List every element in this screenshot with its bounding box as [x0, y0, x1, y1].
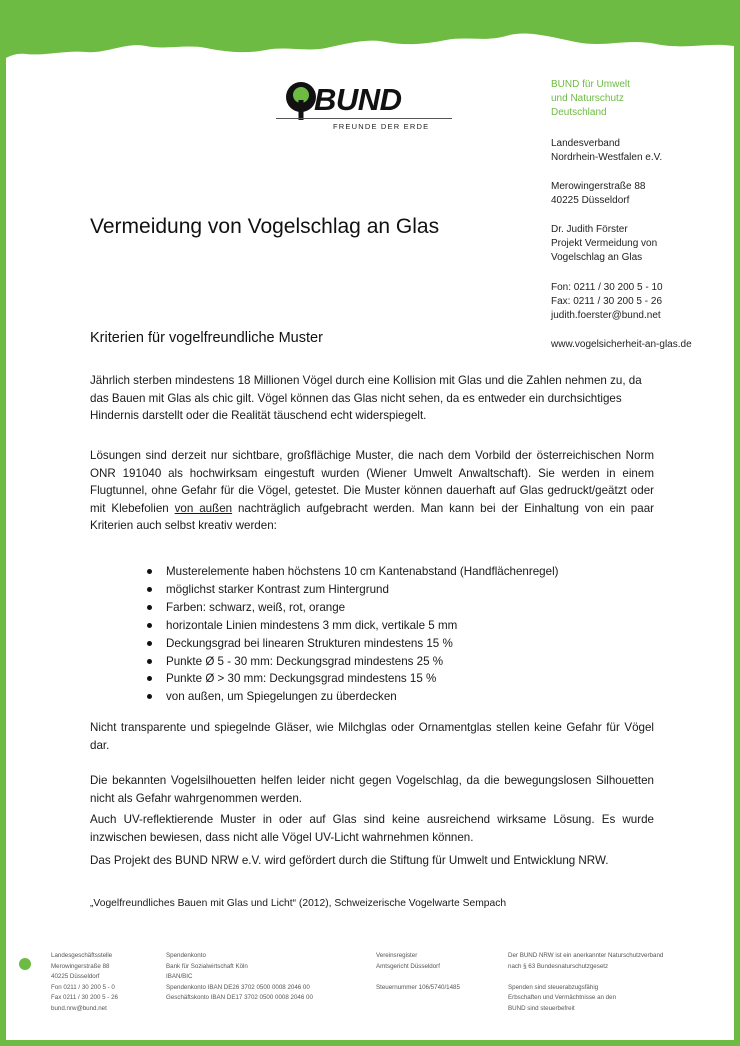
section-heading: Kriterien für vogelfreundliche Muster [90, 330, 323, 346]
intro-text: Jährlich sterben mindestens 18 Millionen Vögel durch eine Kollision mit Glas und die Zahlen nehmen zu, da das Bauen mit Glas als chic gilt. Vögel können das Glas nicht sehen, da es entweder ein durchsichtiges Hindernis darstellt oder die Realität täuschend echt widerspiegelt. [90, 374, 642, 422]
uv-paragraph [90, 811, 654, 846]
solutions-emphasis: von außen [174, 501, 233, 515]
footer-line: Der BUND NRW ist ein anerkannter Naturschutzverband [508, 952, 664, 959]
footer-line: Steuernummer 106/5740/1485 [376, 983, 460, 991]
footer-line: Landesgeschäftsstelle [51, 952, 113, 959]
footer-line: bund.nrw@bund.net [51, 1004, 107, 1012]
fax-number: Fax: 0211 / 30 200 5 - 26 [551, 296, 663, 307]
footer-line: Fon 0211 / 30 200 5 - 0 [51, 983, 115, 991]
solutions-text [90, 447, 654, 535]
funding-paragraph [90, 852, 654, 870]
branch-line: Landesverband [551, 138, 620, 149]
contact-line: Dr. Judith Förster [551, 224, 628, 235]
glass-paragraph [90, 719, 654, 754]
website-link[interactable]: www.vogelsicherheit-an-glas.de [551, 339, 692, 350]
logo-rule [276, 118, 452, 119]
silhouettes-text: Die bekannten Vogelsilhouetten helfen leider nicht gegen Vogelschlag, da die bewegungslosen Silhouetten nicht als Gefahr wahrgenommen werden. [90, 774, 654, 805]
footer-green-dot [19, 958, 31, 970]
footer-line: Spendenkonto IBAN DE26 3702 0500 0008 2046 00 [166, 983, 310, 991]
footer-line: 40225 Düsseldorf [51, 973, 100, 981]
sender-web [551, 338, 692, 352]
footer-line: Amtsgericht Düsseldorf [376, 962, 440, 970]
footer-line: Spenden sind steuerabzugsfähig [508, 983, 599, 991]
footer-col-office [51, 951, 118, 1015]
criteria-list [146, 563, 559, 706]
sender-branch [551, 137, 662, 165]
list-item: Farben: schwarz, weiß, rot, orange [146, 599, 559, 617]
list-item: von außen, um Spiegelungen zu überdecken [146, 688, 559, 706]
branch-line: Nordrhein-Westfalen e.V. [551, 152, 663, 163]
footer-line: Fax 0211 / 30 200 5 - 26 [51, 994, 118, 1002]
address-line: 40225 Düsseldorf [551, 195, 630, 206]
footer-spacer [376, 972, 460, 983]
silhouettes-paragraph [90, 772, 654, 807]
source-citation [90, 895, 654, 913]
footer-line: Merowingerstraße 88 [51, 962, 110, 970]
intro-paragraph [90, 372, 654, 425]
footer-line: IBAN/BIC [166, 973, 193, 981]
sender-organization [551, 78, 630, 120]
letter-page [6, 6, 734, 1040]
list-item: Musterelemente haben höchstens 10 cm Kantenabstand (Handflächenregel) [146, 563, 559, 581]
footer-col-notes [508, 951, 663, 1015]
logo-wordmark: BUND [314, 82, 402, 117]
list-item: möglichst starker Kontrast zum Hintergrund [146, 581, 559, 599]
footer-spacer [508, 972, 663, 983]
contact-line: Vogelschlag an Glas [551, 252, 643, 263]
address-line: Merowingerstraße 88 [551, 181, 646, 192]
org-line: BUND für Umwelt [551, 79, 630, 90]
footer-line: Erbschaften und Vermächtnisse an den [508, 994, 617, 1002]
list-item: Punkte Ø 5 - 30 mm: Deckungsgrad mindestens 25 % [146, 653, 559, 671]
source-text: „Vogelfreundliches Bauen mit Glas und Licht“ (2012), Schweizerische Vogelwarte Sempach [90, 898, 507, 909]
footer-line: Geschäftskonto IBAN DE17 3702 0500 0008 2046 00 [166, 994, 313, 1002]
solutions-text-start: Lösungen sind derzeit nur sichtbare, großflächige Muster, die nach dem Vorbild der österreichischen Norm ONR 191040 als hochwirksam eingestuft wurden (Wiener Umwelt Anwaltschaft). Sie werden in einem Flugtunnel, ohne Gefahr für die Vögel, getestet. Die Muster können dauerhaft auf Glas gedruckt/geätzt oder mit Klebefolien [90, 449, 654, 515]
org-line: und Naturschutz [551, 93, 624, 104]
funding-text: Das Projekt des BUND NRW e.V. wird gefördert durch die Stiftung für Umwelt und Entwicklung NRW. [90, 854, 609, 867]
phone-number: Fon: 0211 / 30 200 5 - 10 [551, 282, 663, 293]
sender-phone-fax [551, 281, 663, 323]
footer-line: Vereinsregister [376, 952, 418, 959]
glass-text: Nicht transparente und spiegelnde Gläser, wie Milchglas oder Ornamentglas stellen keine Gefahr für Vögel dar. [90, 721, 654, 752]
torn-green-header [6, 6, 734, 86]
list-item: Punkte Ø > 30 mm: Deckungsgrad mindestens 15 % [146, 670, 559, 688]
org-line: Deutschland [551, 107, 607, 118]
solutions-text-end: nachträglich aufgebracht werden. Man kann bei der Einhaltung von ein paar Kriterien auch selbst kreativ werden: [90, 501, 655, 532]
sender-contact-person [551, 223, 657, 265]
sender-address [551, 180, 645, 208]
bund-logo [276, 78, 456, 138]
footer-col-register [376, 951, 460, 993]
footer-line: BUND sind steuerbefreit [508, 1004, 575, 1012]
list-item: horizontale Linien mindestens 3 mm dick, vertikale 5 mm [146, 617, 559, 635]
footer-col-bank [166, 951, 313, 1004]
solutions-paragraph [90, 447, 654, 535]
email-link[interactable]: judith.foerster@bund.net [551, 310, 661, 321]
uv-text: Auch UV-reflektierende Muster in oder auf Glas sind keine ausreichend wirksame Lösung. Es wurde inzwischen bewiesen, dass nicht alle Vögel UV-Licht wahrnehmen können. [90, 813, 654, 844]
footer-line: Bank für Sozialwirtschaft Köln [166, 962, 248, 970]
footer-line: Spendenkonto [166, 952, 206, 959]
list-item: Deckungsgrad bei linearen Strukturen mindestens 15 % [146, 635, 559, 653]
footer-line: nach § 63 Bundesnaturschutzgesetz [508, 962, 609, 970]
page-title: Vermeidung von Vogelschlag an Glas [90, 215, 440, 238]
contact-line: Projekt Vermeidung von [551, 238, 658, 249]
logo-tagline: FREUNDE DER ERDE [333, 122, 430, 131]
